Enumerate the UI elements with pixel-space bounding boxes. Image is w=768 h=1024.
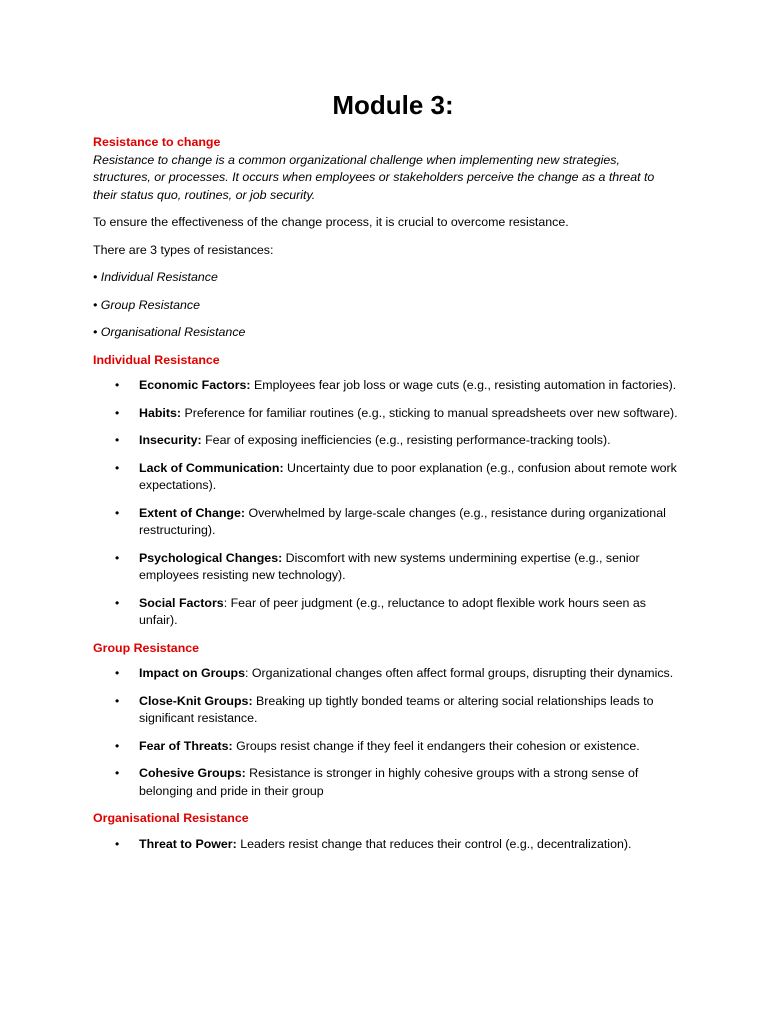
intro-line-1: To ensure the effectiveness of the change process, it is crucial to overcome resistance. (93, 215, 569, 229)
individual-list (93, 377, 678, 630)
bullet-icon: • (115, 433, 120, 447)
list-item (93, 738, 678, 756)
item-term: Economic Factors: (139, 378, 251, 392)
section-heading-resistance-to-change: Resistance to change (93, 135, 221, 149)
section-heading-group: Group Resistance (93, 640, 200, 655)
item-text: Breaking up tightly bonded teams or altering social relationships leads to significant resistance. (139, 693, 654, 725)
item-term: Cohesive Groups: (139, 766, 246, 780)
section-heading-organisational: Organisational Resistance (93, 811, 249, 825)
list-item (93, 836, 678, 854)
item-text: : Fear of peer judgment (e.g., reluctance to adopt flexible work hours seen as unfair). (139, 595, 646, 627)
item-term: Close-Knit Groups: (139, 693, 253, 708)
bullet-icon: • (115, 595, 120, 610)
item-term: Threat to Power: (139, 836, 237, 851)
intro-paragraph: Resistance to change is a common organizational challenge when implementing new strategies, structures, or processes. It occurs when employees or stakeholders perceive the change as a threat to their status quo, routines, or job security. (93, 152, 655, 202)
list-item (93, 505, 678, 540)
list-item (93, 665, 678, 683)
list-item (93, 693, 678, 728)
item-text: Fear of exposing inefficiencies (e.g., resisting performance-tracking tools). (201, 433, 611, 447)
document-content (93, 90, 678, 863)
bullet-icon: • (115, 836, 120, 851)
item-text: : Organizational changes often affect formal groups, disrupting their dynamics. (245, 666, 674, 680)
item-term: Impact on Groups (139, 666, 246, 680)
bullet-icon: • (115, 378, 120, 392)
item-text: Resistance is stronger in highly cohesive groups with a strong sense of belonging and pride in their group (139, 766, 639, 798)
bullet-icon: • (115, 666, 120, 680)
item-text: Discomfort with new systems undermining expertise (e.g., senior employees resisting new technology). (139, 550, 640, 582)
item-text: Preference for familiar routines (e.g., sticking to manual spreadsheets over new software). (181, 405, 678, 420)
item-term: Psychological Changes: (139, 550, 283, 565)
item-text: Employees fear job loss or wage cuts (e.g., resisting automation in factories). (250, 378, 677, 392)
item-term: Lack of Communication: (139, 460, 284, 475)
item-term: Habits: (139, 405, 181, 420)
list-item (93, 377, 678, 395)
list-item (93, 460, 678, 495)
list-item (93, 765, 678, 800)
intro-line-2: There are 3 types of resistances: (93, 242, 274, 257)
bullet-icon: • (115, 405, 120, 420)
list-item (93, 405, 678, 423)
list-item (93, 550, 678, 585)
list-item (93, 595, 678, 630)
type-group: • Group Resistance (93, 297, 200, 312)
bullet-icon: • (115, 693, 120, 708)
group-list (93, 665, 678, 800)
item-term: Extent of Change: (139, 505, 246, 520)
item-text: Groups resist change if they feel it endangers their cohesion or existence. (232, 738, 640, 753)
type-individual: • Individual Resistance (93, 270, 218, 284)
bullet-icon: • (115, 460, 120, 475)
page-title: Module 3: (332, 90, 454, 120)
organisational-list (93, 836, 678, 854)
bullet-icon: • (115, 738, 120, 753)
item-term: Fear of Threats: (139, 738, 233, 753)
item-text: Uncertainty due to poor explanation (e.g., confusion about remote work expectations). (139, 460, 677, 492)
bullet-icon: • (115, 505, 120, 520)
section-heading-individual: Individual Resistance (93, 352, 220, 367)
type-organisational: • Organisational Resistance (93, 325, 246, 339)
bullet-icon: • (115, 766, 120, 780)
item-term: Social Factors (139, 595, 224, 610)
list-item (93, 432, 678, 450)
item-text: Overwhelmed by large-scale changes (e.g., resistance during organizational restructuring). (139, 505, 666, 537)
item-text: Leaders resist change that reduces their control (e.g., decentralization). (236, 836, 632, 851)
bullet-icon: • (115, 550, 120, 565)
item-term: Insecurity: (139, 433, 202, 447)
